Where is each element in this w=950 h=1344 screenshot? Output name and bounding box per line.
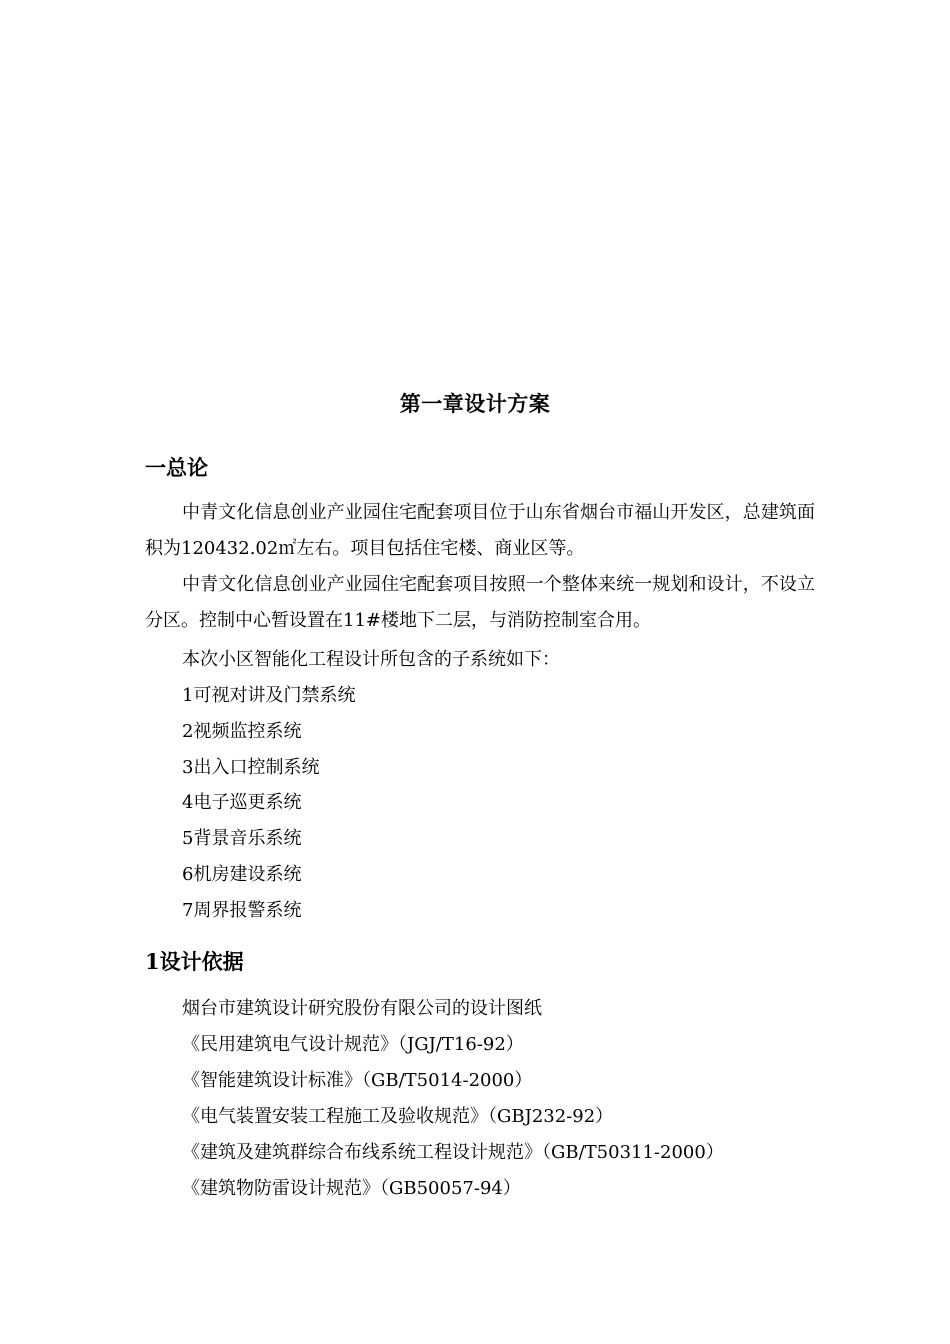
subsystem-item: 4电子巡更系统 xyxy=(182,792,302,813)
paragraph-project-planning: 中青文化信息创业产业园住宅配套项目按照一个整体来统一规划和设计，不设立分区。控制中心暂设置在11#楼地下二层，与消防控制室合用。 xyxy=(145,574,815,631)
section-heading-general: 一总论 xyxy=(145,455,208,480)
subsystem-item: 1可视对讲及门禁系统 xyxy=(182,685,356,706)
subsystem-intro: 本次小区智能化工程设计所包含的子系统如下： xyxy=(182,649,560,670)
design-basis-item: 《智能建筑设计标准》（GB/T5014-2000） xyxy=(182,1070,533,1091)
subsystem-item: 2视频监控系统 xyxy=(182,721,302,742)
design-basis-item: 《电气装置安装工程施工及验收规范》（GBJ232-92） xyxy=(182,1106,614,1127)
subsystem-item: 6机房建设系统 xyxy=(182,864,302,885)
design-basis-item: 《建筑物防雷设计规范》（GB50057-94） xyxy=(182,1178,521,1199)
design-basis-item: 《民用建筑电气设计规范》（JGJ/T16-92） xyxy=(182,1034,524,1055)
design-basis-item: 《建筑及建筑群综合布线系统工程设计规范》（GB/T50311-2000） xyxy=(182,1142,724,1163)
subsystem-item: 3出入口控制系统 xyxy=(182,757,320,778)
subsystem-item: 7周界报警系统 xyxy=(182,900,302,921)
section-heading-design-basis: 1设计依据 xyxy=(145,949,244,974)
paragraph-project-location: 中青文化信息创业产业园住宅配套项目位于山东省烟台市福山开发区，总建筑面积为120432.02㎡左右。项目包括住宅楼、商业区等。 xyxy=(145,502,815,559)
subsystem-item: 5背景音乐系统 xyxy=(182,828,302,849)
chapter-title: 第一章设计方案 xyxy=(399,391,551,416)
design-basis-item: 烟台市建筑设计研究股份有限公司的设计图纸 xyxy=(182,998,542,1019)
